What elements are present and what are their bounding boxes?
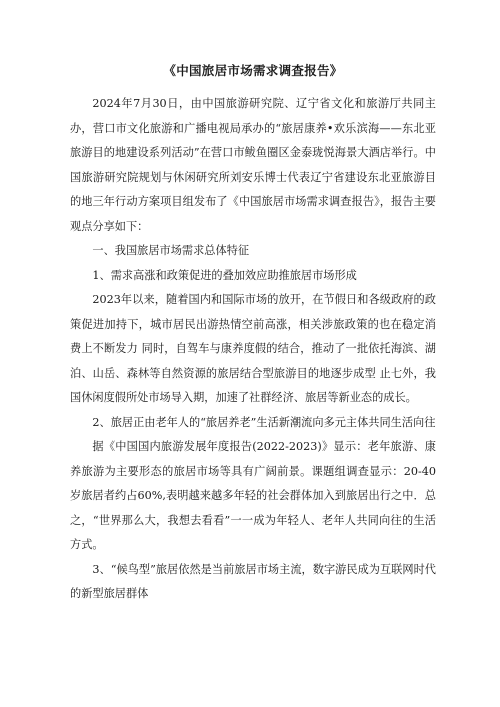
section-heading-1: 一、我国旅居市场需求总体特征 [92, 244, 250, 257]
point-heading-3: 3、“候鸟型”旅居依然是当前旅居市场主流，数字游民成为互联网时代的新型旅居群体 [70, 562, 436, 600]
point-body-1: 2023年以来，随着国内和国际市场的放开，在节假日和各级政府的政策促进加持下，城市居民出游热情空前高涨，相关涉旅政策的也在稳定消费上不断发力 同时，自驾车与康养度假的结合，推动了一批依托海滨、湖泊、山岳、森林等自然资源的旅居结合型旅游目的地逐步成型 止七外，我国休闲度假所处市场导入期，加速了社群经济、旅居等新业态的成长。 [70, 293, 436, 404]
document-title: 《中国旅居市场需求调查报告》 [163, 63, 343, 78]
point-heading-2: 2、旅居正由老年人的“旅居养老”生活新潮流向多元主体共同生活向往 [92, 415, 436, 429]
point-body-2: 据《中国国内旅游发展年度报告(2022-2023)》显示：老年旅游、康养旅游为主要形态的旅居市场等具有广阔前景。课题组调查显示：20-40岁旅居者约占60%,表明越来越多年轻的社会群体加入到旅居出行之中．总之，“世界那么大，我想去看看”一一成为年轻人、老年人共同向往的生活方式。 [70, 440, 436, 551]
intro-paragraph: 2024年7月30日，由中国旅游研究院、辽宁省文化和旅游厅共同主办，营口市文化旅游和广播电视局承办的“旅居康养•欢乐滨海——东北亚旅游目的地建设系列活动”在营口市鲅鱼圈区金泰珑悦海景大酒店举行。中国旅游研究院规划与休闲研究所刘安乐博士代表辽宁省建设东北亚旅游目的地三年行动方案项目组发布了《中国旅居市场需求调查报告》，报告主要观点分享如下： [70, 97, 436, 233]
point-heading-1: 1、需求高涨和政策促进的叠加效应助推旅居市场形成 [92, 268, 357, 282]
